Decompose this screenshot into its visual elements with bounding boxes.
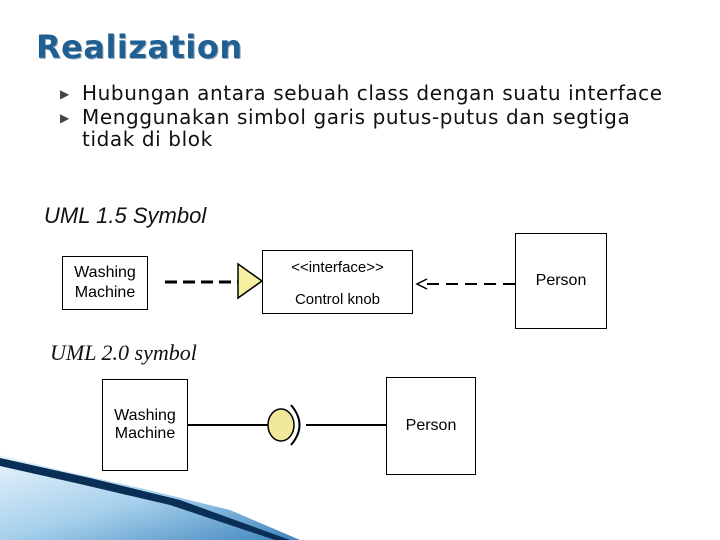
washing-machine-box-uml15 <box>62 256 148 310</box>
bullet-item <box>60 106 680 150</box>
realization-triangle <box>238 264 262 298</box>
bullet-icon: ▶ <box>60 111 70 125</box>
interface-stereotype: <<interface>> <box>291 259 384 276</box>
person-box-uml15 <box>515 233 607 329</box>
interface-name: Control knob <box>294 291 381 308</box>
slide-title: Realization <box>36 28 243 66</box>
bullet-icon: ▶ <box>60 87 70 101</box>
interface-box <box>262 250 413 314</box>
lollipop-icon <box>268 409 294 441</box>
box-label: Person <box>405 417 457 434</box>
dependency-arrowhead <box>417 279 427 289</box>
bullet-text: Hubungan antara sebuah class dengan suatu interface <box>82 81 663 105</box>
box-label: Washing Machine <box>114 407 176 442</box>
washing-machine-box-uml20 <box>102 379 188 471</box>
bullet-item <box>60 82 680 104</box>
bullet-text: Menggunakan simbol garis putus-putus dan segtiga tidak di blok <box>82 105 631 151</box>
uml15-label: UML 1.5 Symbol <box>44 203 207 228</box>
bullet-list <box>60 82 680 152</box>
person-box-uml20 <box>386 377 476 475</box>
box-label: Person <box>535 272 587 289</box>
box-label: Washing Machine <box>74 264 136 301</box>
uml20-label: UML 2.0 symbol <box>50 340 197 365</box>
